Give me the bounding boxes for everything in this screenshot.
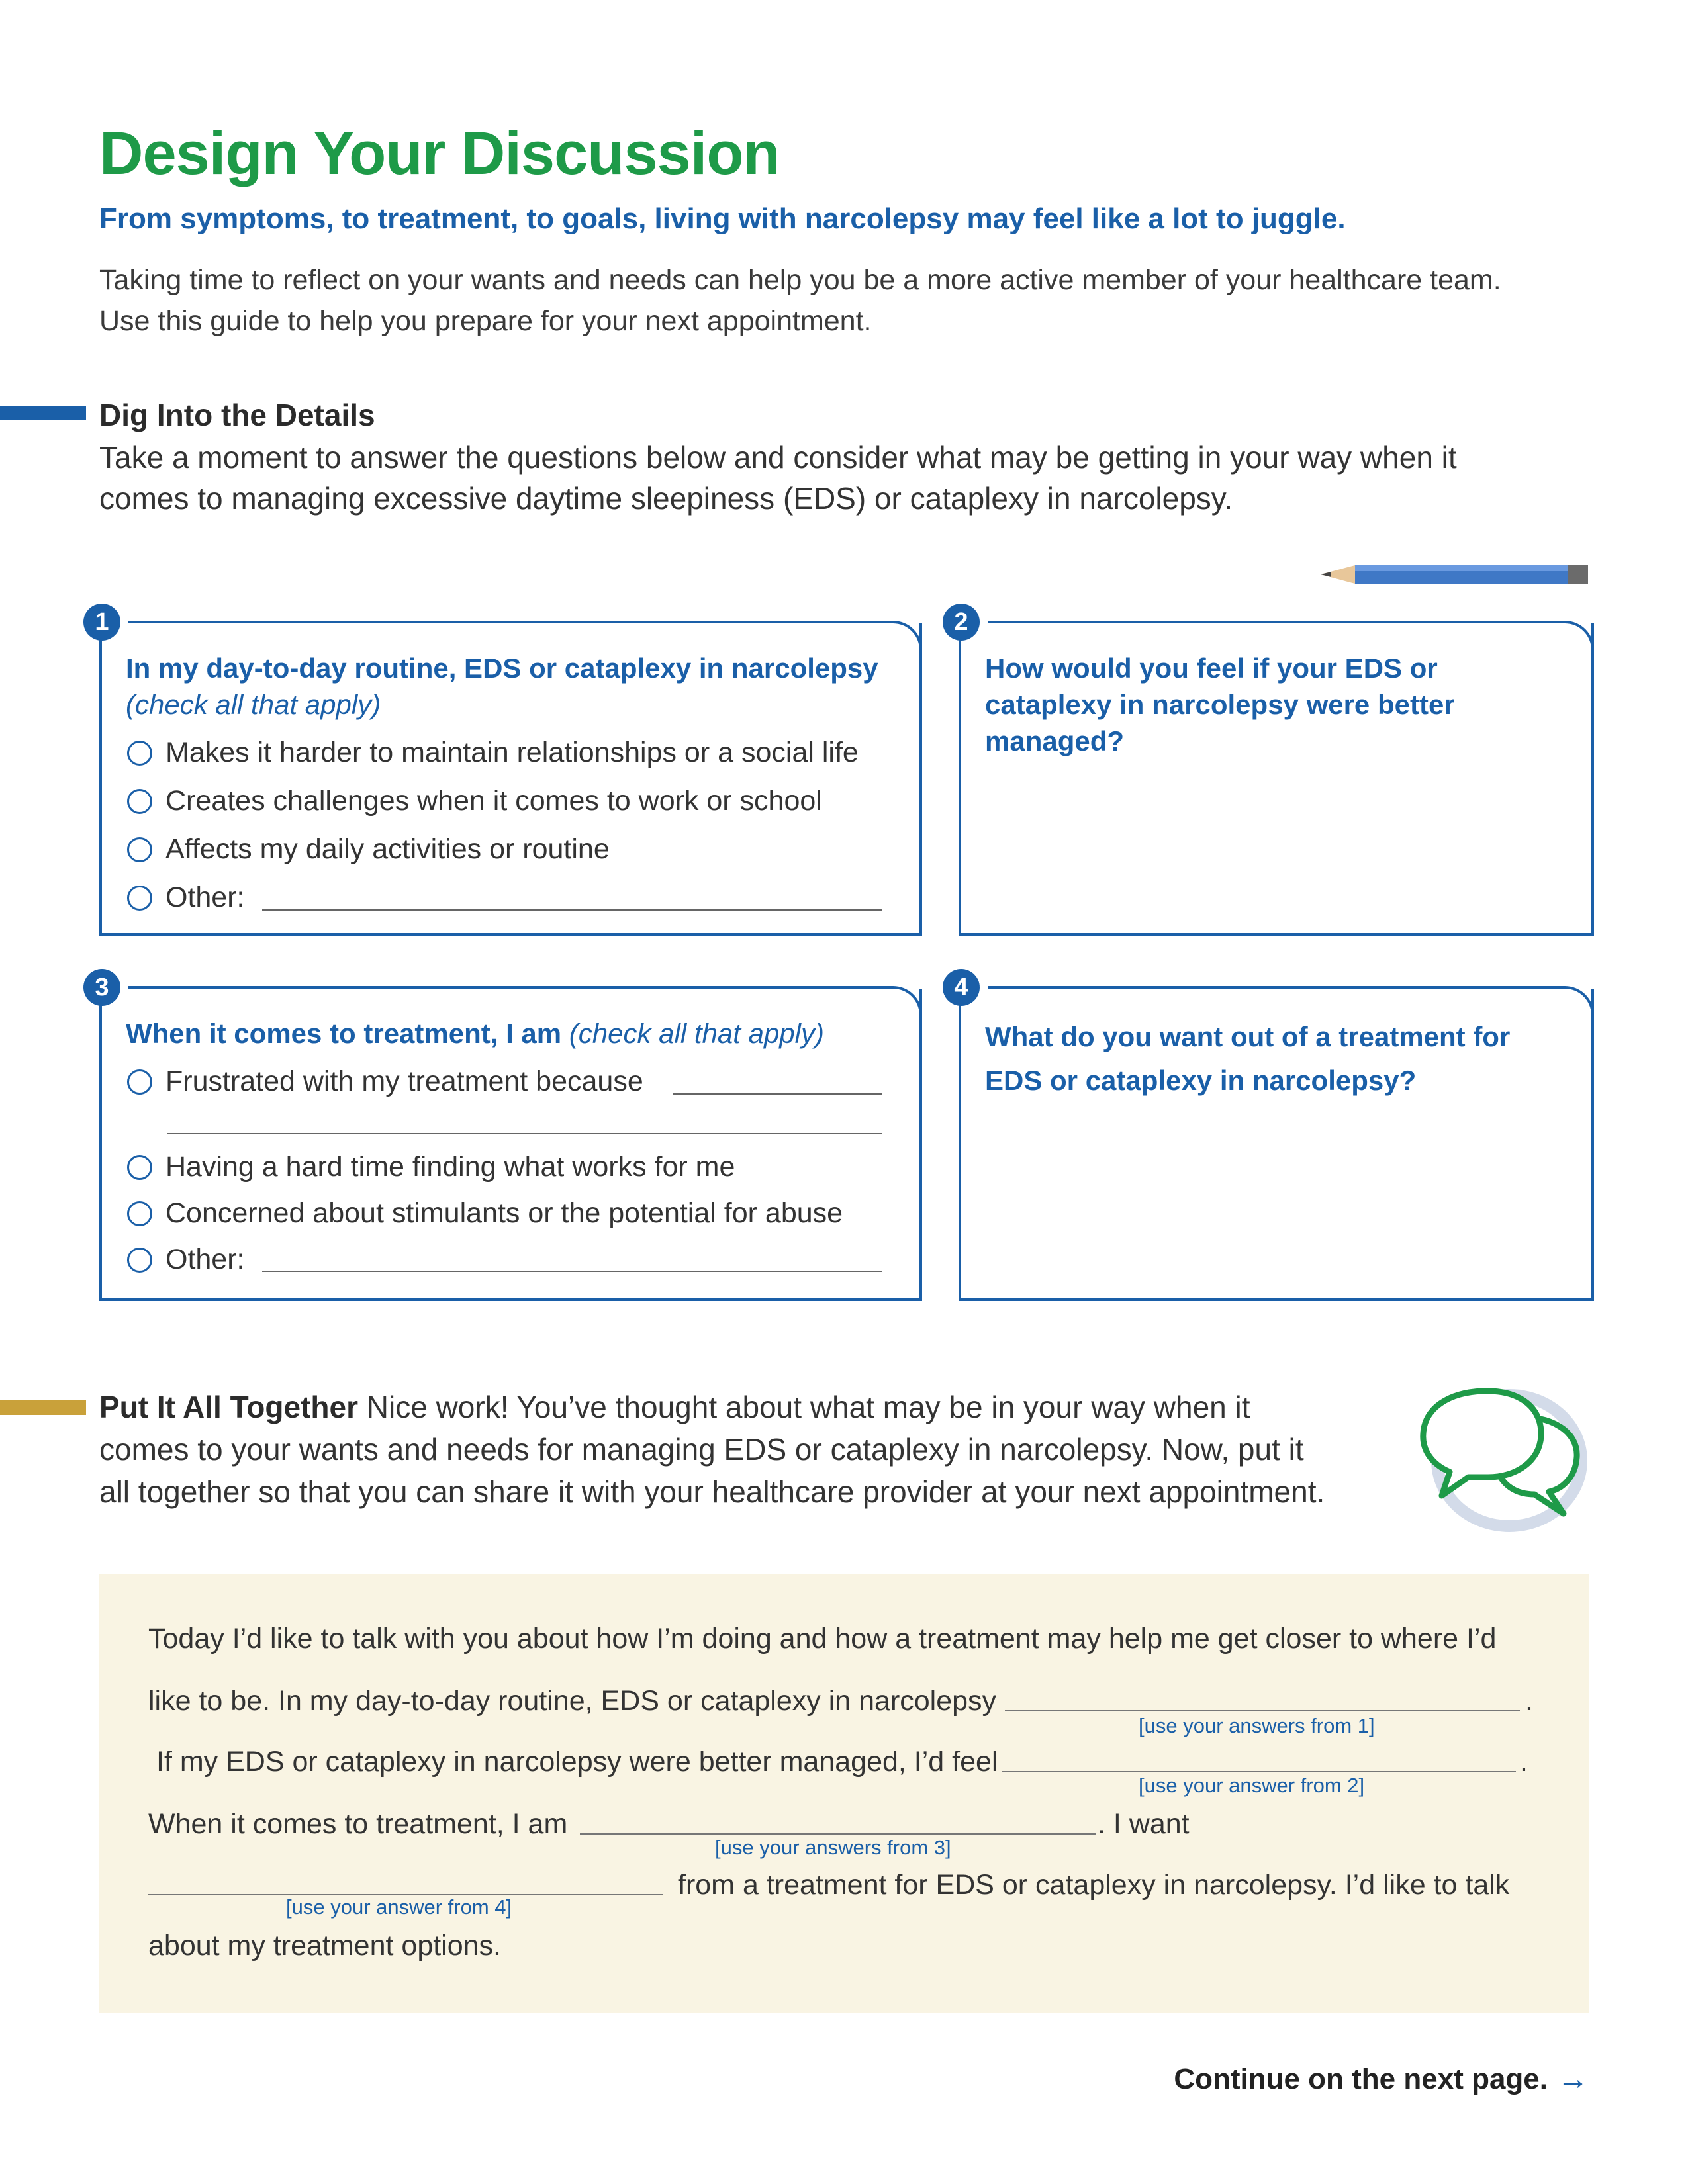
card-corner <box>890 986 922 1018</box>
details-body <box>99 437 1457 519</box>
intro-line: Taking time to reflect on your wants and needs can help you be a more active member of your healthcare team. <box>99 264 1501 296</box>
script-line-5: from a treatment for EDS or cataplexy in narcolepsy. I’d like to talk <box>678 1869 1510 1901</box>
question-2-heading-line: managed? <box>985 725 1125 756</box>
script-line-4b: . I want <box>1098 1808 1190 1840</box>
period: . <box>1520 1746 1528 1778</box>
together-line: comes to your wants and needs for managing EDS or cataplexy in narcolepsy. Now, put it <box>99 1432 1304 1467</box>
other-input-line[interactable] <box>262 1271 882 1272</box>
question-2-heading <box>985 650 1568 759</box>
option-label: Other: <box>165 1244 245 1275</box>
question-4-heading <box>985 1015 1581 1103</box>
option-label: Frustrated with my treatment because <box>165 1066 643 1097</box>
question-2-heading-line: How would you feel if your EDS or <box>985 653 1438 684</box>
script-line-3: If my EDS or cataplexy in narcolepsy were better managed, I’d feel <box>156 1746 998 1778</box>
checkbox-option[interactable] <box>127 737 859 769</box>
option-label: Other: <box>165 882 245 913</box>
question-card-1 <box>95 608 922 936</box>
because-input-line-2[interactable] <box>167 1133 882 1134</box>
intro-text <box>99 259 1501 341</box>
card-corner <box>890 621 922 653</box>
question-number-3: 3 <box>83 969 120 1006</box>
speech-bubbles-icon <box>1417 1378 1589 1537</box>
continue-link[interactable] <box>1174 2061 1589 2097</box>
pencil-icon <box>1321 561 1592 588</box>
section-accent-bar <box>0 1400 86 1415</box>
checkbox-option[interactable] <box>127 785 822 817</box>
question-card-3 <box>95 973 922 1301</box>
question-4-heading-line: What do you want out of a treatment for <box>985 1021 1511 1052</box>
details-heading: Dig Into the Details <box>99 398 375 432</box>
script-line-4a: When it comes to treatment, I am <box>148 1808 568 1840</box>
radio-circle-icon[interactable] <box>127 886 152 911</box>
answer-3-input-line[interactable] <box>580 1833 1096 1835</box>
radio-circle-icon[interactable] <box>127 789 152 814</box>
checkbox-option[interactable] <box>127 1151 735 1183</box>
answer-1-input-line[interactable] <box>1005 1710 1520 1711</box>
question-card-4 <box>954 973 1594 1301</box>
page-subtitle: From symptoms, to treatment, to goals, living with narcolepsy may feel like a lot to juggle. <box>99 203 1346 235</box>
radio-circle-icon[interactable] <box>127 1248 152 1273</box>
option-label: Concerned about stimulants or the potential for abuse <box>165 1197 843 1229</box>
script-line-6: about my treatment options. <box>148 1930 502 1962</box>
arrow-right-icon: → <box>1557 2062 1589 2097</box>
intro-line: Use this guide to help you prepare for your next appointment. <box>99 305 872 337</box>
details-line: Take a moment to answer the questions below and consider what may be getting in your way when it <box>99 440 1457 475</box>
option-label: Having a hard time finding what works for me <box>165 1151 735 1183</box>
discussion-script-panel <box>99 1574 1589 2013</box>
question-2-heading-line: cataplexy in narcolepsy were better <box>985 689 1455 720</box>
checkbox-option[interactable] <box>127 833 610 866</box>
checkbox-option[interactable] <box>127 1197 843 1230</box>
script-line-2: like to be. In my day-to-day routine, EDS or cataplexy in narcolepsy <box>148 1685 997 1717</box>
radio-circle-icon[interactable] <box>127 1155 152 1180</box>
together-line: all together so that you can share it with your healthcare provider at your next appointment. <box>99 1475 1325 1509</box>
question-3-heading-text: When it comes to treatment, I am <box>126 1018 562 1049</box>
page-title: Design Your Discussion <box>99 120 780 187</box>
radio-circle-icon[interactable] <box>127 741 152 766</box>
section-accent-bar <box>0 406 86 420</box>
checkbox-option[interactable] <box>127 1244 245 1276</box>
together-line <box>99 1386 1325 1428</box>
details-line: comes to managing excessive daytime sleepiness (EDS) or cataplexy in narcolepsy. <box>99 481 1233 516</box>
option-label: Creates challenges when it comes to work or school <box>165 785 822 817</box>
option-label: Affects my daily activities or routine <box>165 833 610 865</box>
other-input-line[interactable] <box>262 909 882 911</box>
hint-answer-1: [use your answers from 1] <box>1139 1714 1375 1737</box>
together-text <box>99 1386 1325 1513</box>
question-3-note: (check all that apply) <box>569 1018 824 1049</box>
card-top-border <box>128 986 890 989</box>
hint-answer-3: [use your answers from 3] <box>715 1836 951 1859</box>
question-number-1: 1 <box>83 604 120 641</box>
question-1-note: (check all that apply) <box>126 689 381 720</box>
answer-2-input-line[interactable] <box>1002 1771 1516 1772</box>
radio-circle-icon[interactable] <box>127 1201 152 1226</box>
hint-answer-4: [use your answer from 4] <box>286 1895 512 1919</box>
question-number-4: 4 <box>943 969 980 1006</box>
question-1-heading <box>126 650 907 723</box>
radio-circle-icon[interactable] <box>127 837 152 862</box>
option-label: Makes it harder to maintain relationships or a social life <box>165 737 859 768</box>
script-line-1: Today I’d like to talk with you about how I’m doing and how a treatment may help me get closer to where I’d <box>148 1623 1497 1655</box>
card-corner <box>1562 621 1594 653</box>
question-1-heading-text: In my day-to-day routine, EDS or cataplexy in narcolepsy <box>126 653 878 684</box>
question-3-heading <box>126 1015 907 1052</box>
radio-circle-icon[interactable] <box>127 1069 152 1095</box>
question-4-heading-line: EDS or cataplexy in narcolepsy? <box>985 1065 1417 1096</box>
card-corner <box>1562 986 1594 1018</box>
checkbox-option[interactable] <box>127 882 245 914</box>
question-card-2 <box>954 608 1594 936</box>
question-number-2: 2 <box>943 604 980 641</box>
hint-answer-2: [use your answer from 2] <box>1139 1774 1365 1797</box>
card-top-border <box>988 986 1562 989</box>
together-heading: Put It All Together <box>99 1390 358 1424</box>
continue-label: Continue on the next page. <box>1174 2062 1548 2095</box>
period: . <box>1525 1685 1533 1717</box>
card-top-border <box>988 621 1562 623</box>
card-top-border <box>128 621 890 623</box>
together-line-1: Nice work! You’ve thought about what may be in your way when it <box>366 1390 1250 1424</box>
checkbox-option[interactable] <box>127 1066 643 1098</box>
because-input-line[interactable] <box>673 1093 882 1095</box>
